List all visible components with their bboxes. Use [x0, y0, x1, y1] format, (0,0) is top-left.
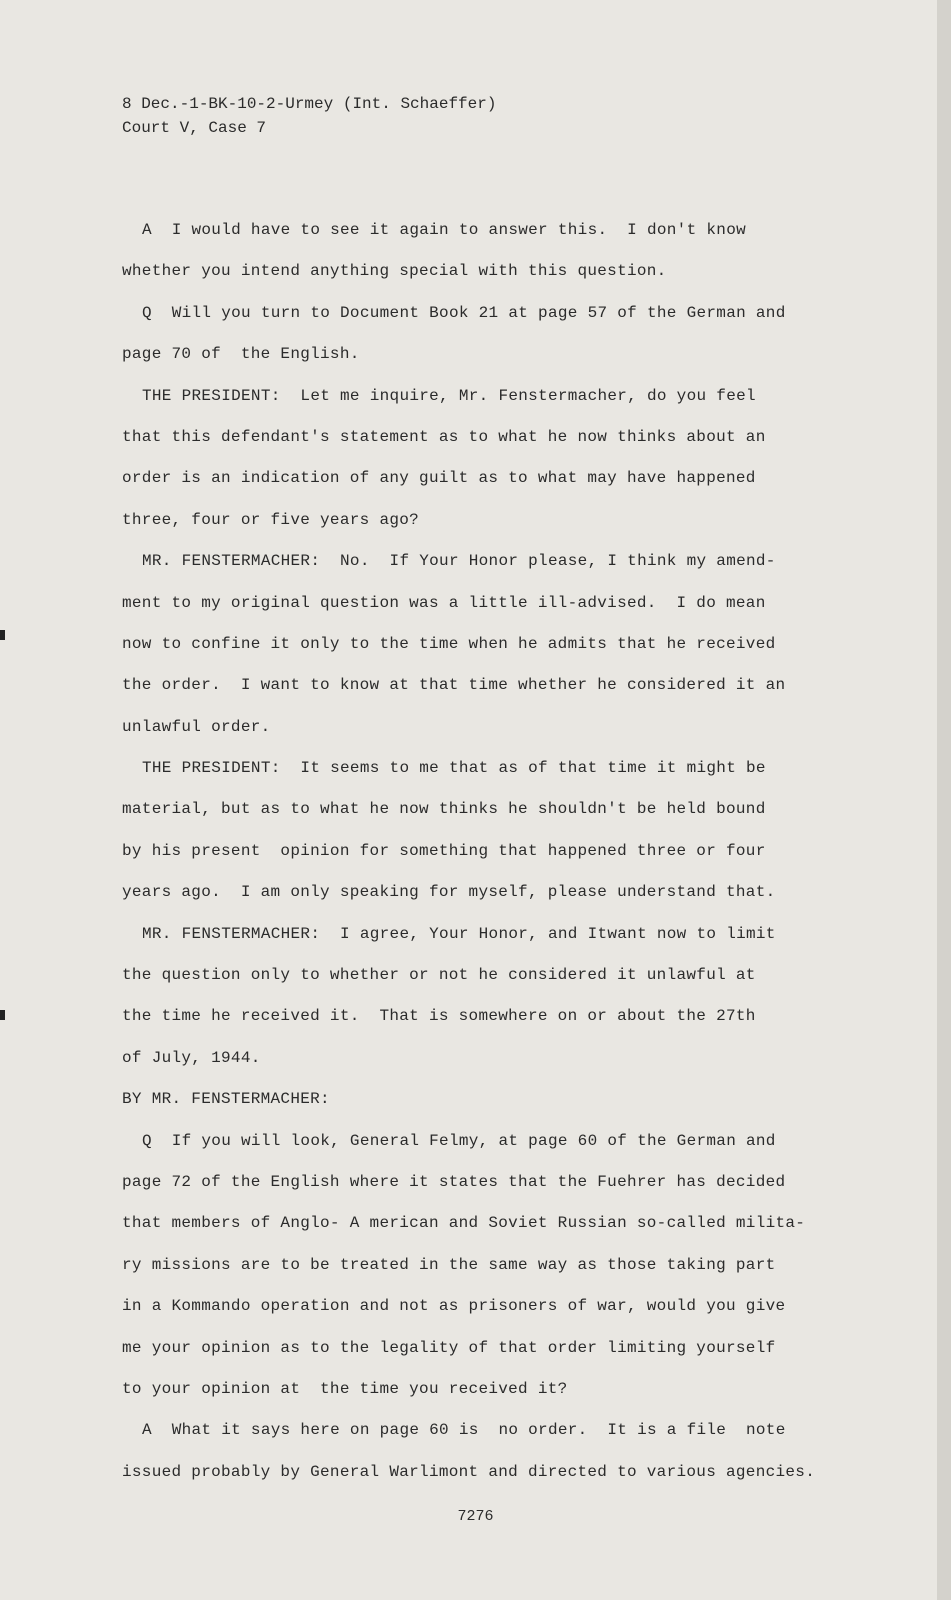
header-line: 8 Dec.-1-BK-10-2-Urmey (Int. Schaeffer) [122, 95, 497, 113]
text-line: issued probably by General Warlimont and directed to various agencies. [122, 1462, 816, 1481]
text-line: MR. FENSTERMACHER: No. If Your Honor please, I think my amend- [142, 552, 776, 571]
text-line: page 72 of the English where it states that the Fuehrer has decided [122, 1172, 786, 1191]
text-line: MR. FENSTERMACHER: I agree, Your Honor, and Itwant now to limit [142, 924, 776, 943]
text-line: A What it says here on page 60 is no order. It is a file note [142, 1421, 786, 1440]
text-line: Q If you will look, General Felmy, at page 60 of the German and [142, 1131, 776, 1150]
text-line: the order. I want to know at that time whether he considered it an [122, 676, 786, 695]
text-line: years ago. I am only speaking for myself, please understand that. [122, 883, 776, 902]
text-line: that members of Anglo- A merican and Soviet Russian so-called milita- [122, 1214, 806, 1233]
text-line: page 70 of the English. [122, 345, 360, 364]
text-line: the question only to whether or not he considered it unlawful at [122, 966, 756, 985]
binder-hole-mark [0, 630, 5, 640]
text-line: now to confine it only to the time when he admits that he received [122, 634, 776, 653]
text-line: ry missions are to be treated in the same way as those taking part [122, 1255, 776, 1274]
text-line: THE PRESIDENT: Let me inquire, Mr. Fenstermacher, do you feel [142, 386, 756, 405]
binder-hole-mark [0, 1010, 5, 1020]
text-line: A I would have to see it again to answer this. I don't know [142, 221, 746, 239]
text-line: THE PRESIDENT: It seems to me that as of that time it might be [142, 759, 766, 778]
text-line: BY MR. FENSTERMACHER: [122, 1090, 330, 1109]
text-line: three, four or five years ago? [122, 510, 420, 529]
text-line: ment to my original question was a little ill-advised. I do mean [122, 593, 766, 612]
text-line: of July, 1944. [122, 1048, 261, 1067]
text-line: to your opinion at the time you received it? [122, 1379, 568, 1398]
text-line: material, but as to what he now thinks he shouldn't be held bound [122, 800, 766, 819]
page-number: 7276 [457, 1508, 494, 1525]
text-line: whether you intend anything special with this question. [122, 262, 667, 281]
text-line: Q Will you turn to Document Book 21 at page 57 of the German and [142, 303, 786, 322]
document-header [122, 92, 496, 140]
header-line: Court V, Case 7 [122, 119, 267, 137]
text-line: unlawful order. [122, 717, 271, 736]
text-line: order is an indication of any guilt as to what may have happened [122, 469, 756, 488]
text-line: the time he received it. That is somewhere on or about the 27th [122, 1007, 756, 1026]
text-line: me your opinion as to the legality of that order limiting yourself [122, 1338, 776, 1357]
transcript-body [122, 210, 842, 1493]
text-line: in a Kommando operation and not as prisoners of war, would you give [122, 1297, 786, 1316]
text-line: that this defendant's statement as to what he now thinks about an [122, 427, 766, 446]
page-edge [937, 0, 951, 1600]
text-line: by his present opinion for something that happened three or four [122, 841, 766, 860]
